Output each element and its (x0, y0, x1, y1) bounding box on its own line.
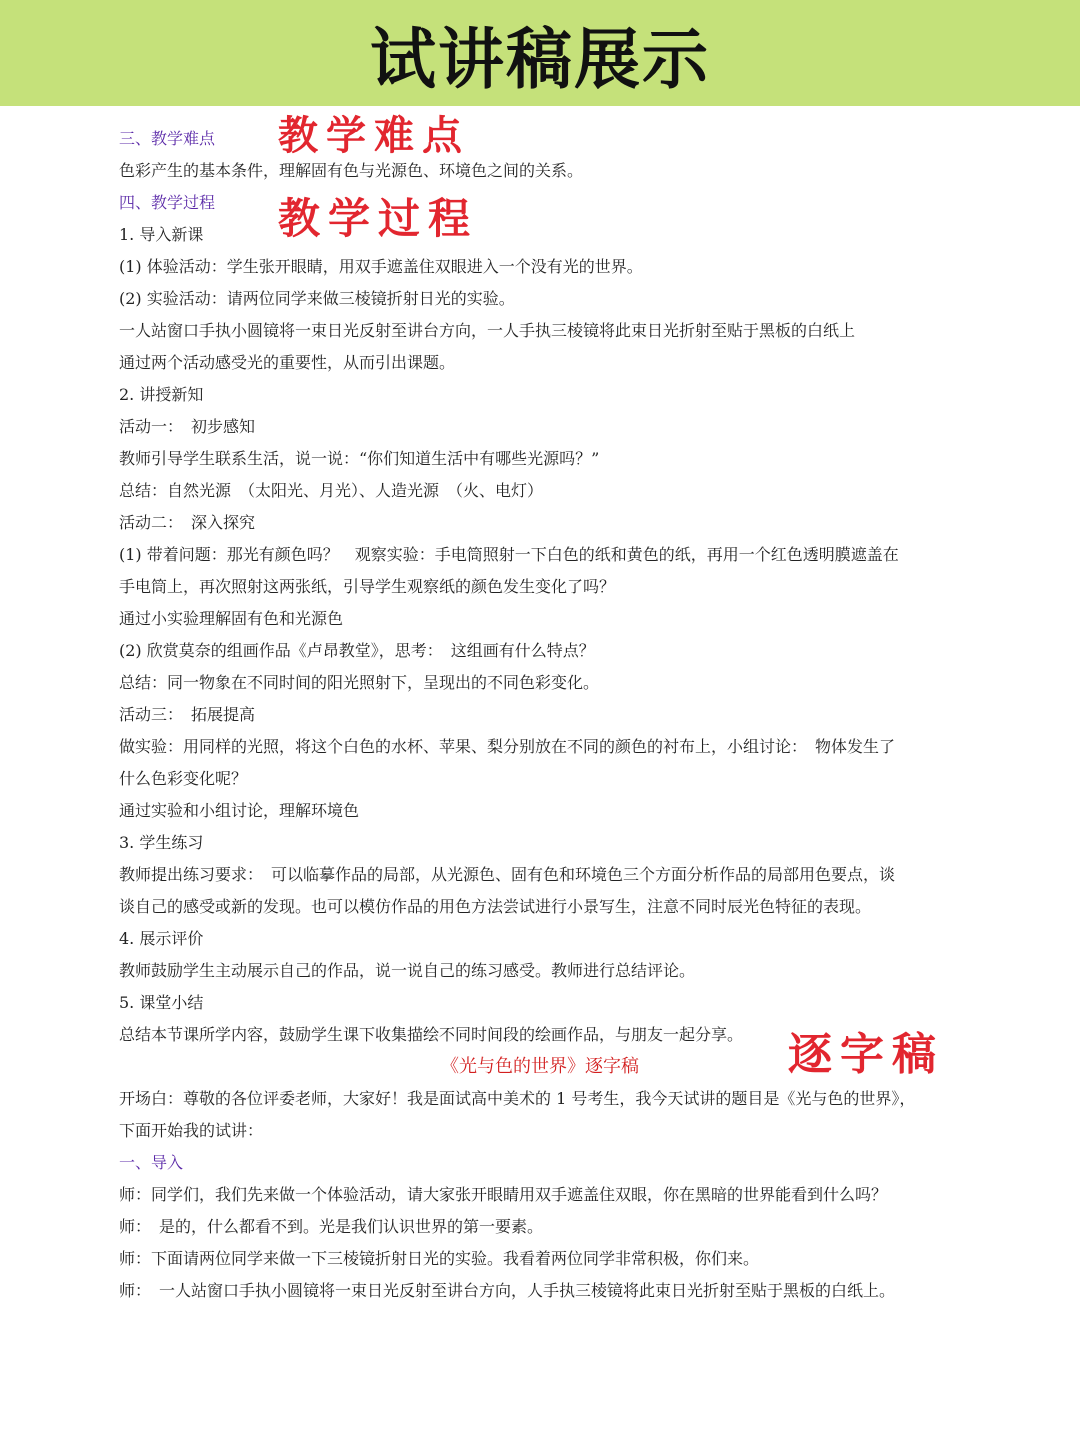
doc-line: 手电筒上，再次照射这两张纸，引导学生观察纸的颜色发生变化了吗？ (119, 577, 616, 596)
title-banner (0, 0, 1080, 106)
doc-line: 总结：同一物象在不同时间的阳光照射下，呈现出的不同色彩变化。 (119, 673, 600, 692)
doc-line: 一人站窗口手执小圆镜将一束日光反射至讲台方向，一人手执三棱镜将此束日光折射至贴于黑板的白纸上 (119, 321, 856, 340)
section-heading-process: 四、教学过程 (119, 193, 216, 212)
doc-line: 5. 课堂小结 (119, 993, 204, 1012)
doc-line: 什么色彩变化呢？ (119, 769, 248, 788)
doc-line: 师： 是的，什么都看不到。光是我们认识世界的第一要素。 (119, 1217, 544, 1236)
doc-line: 活动二： 深入探究 (119, 513, 256, 532)
doc-line: 做实验：用同样的光照，将这个白色的水杯、苹果、梨分别放在不同的颜色的衬布上，小组讨论： 物体发生了 (119, 737, 896, 756)
doc-line: 总结：自然光源 （太阳光、月光）、人造光源 （火、电灯） (119, 481, 544, 500)
doc-line: 师：同学们，我们先来做一个体验活动，请大家张开眼睛用双手遮盖住双眼，你在黑暗的世界能看到什么吗？ (119, 1185, 888, 1204)
section-heading-difficulty: 三、教学难点 (119, 129, 216, 148)
doc-line: 3. 学生练习 (119, 833, 204, 852)
doc-line: 通过两个活动感受光的重要性，从而引出课题。 (119, 353, 456, 372)
doc-line: 教师提出练习要求： 可以临摹作品的局部，从光源色、固有色和环境色三个方面分析作品的局部用色要点，谈 (119, 865, 896, 884)
doc-line: 谈自己的感受或新的发现。也可以模仿作品的用色方法尝试进行小景写生，注意不同时辰光色特征的表现。 (119, 897, 872, 916)
doc-line: 1. 导入新课 (119, 225, 204, 244)
doc-line: 活动三： 拓展提高 (119, 705, 256, 724)
annotation-verbatim: 逐字稿 (788, 1029, 944, 1080)
doc-line: 活动一： 初步感知 (119, 417, 256, 436)
doc-line: (2) 实验活动：请两位同学来做三棱镜折射日光的实验。 (119, 289, 515, 308)
doc-line: 下面开始我的试讲： (119, 1121, 264, 1140)
doc-line: 通过小实验理解固有色和光源色 (119, 609, 344, 628)
doc-line: 教师引导学生联系生活，说一说：“你们知道生活中有哪些光源吗？” (119, 449, 600, 468)
doc-line: (1) 体验活动：学生张开眼睛，用双手遮盖住双眼进入一个没有光的世界。 (119, 257, 643, 276)
verbatim-title: 《光与色的世界》逐字稿 (441, 1056, 639, 1077)
doc-line: 总结本节课所学内容，鼓励学生课下收集描绘不同时间段的绘画作品，与朋友一起分享。 (119, 1025, 744, 1044)
doc-line: (2) 欣赏莫奈的组画作品《卢昂教堂》，思考： 这组画有什么特点？ (119, 641, 595, 660)
doc-line: 开场白：尊敬的各位评委老师，大家好！我是面试高中美术的 1 号考生，我今天试讲的题目是《光与色的世界》， (119, 1089, 916, 1108)
doc-line: 通过实验和小组讨论，理解环境色 (119, 801, 360, 820)
section-heading-intro: 一、导入 (119, 1153, 184, 1172)
doc-line: 4. 展示评价 (119, 929, 204, 948)
annotation-difficulty: 教学难点 (278, 113, 470, 159)
banner-title: 试讲稿展示 (370, 20, 710, 98)
doc-line: 2. 讲授新知 (119, 385, 204, 404)
doc-line: (1) 带着问题：那光有颜色吗？ 观察实验：手电筒照射一下白色的纸和黄色的纸，再用一个红色透明膜遮盖在 (119, 545, 899, 564)
doc-line: 教师鼓励学生主动展示自己的作品，说一说自己的练习感受。教师进行总结评论。 (119, 961, 696, 980)
doc-line: 色彩产生的基本条件，理解固有色与光源色、环境色之间的关系。 (119, 161, 584, 180)
annotation-process: 教学过程 (278, 194, 479, 243)
doc-line: 师：下面请两位同学来做一下三棱镜折射日光的实验。我看着两位同学非常积极，你们来。 (119, 1249, 760, 1268)
doc-line: 师： 一人站窗口手执小圆镜将一束日光反射至讲台方向，人手执三棱镜将此束日光折射至贴于黑板的白纸上。 (119, 1281, 896, 1300)
